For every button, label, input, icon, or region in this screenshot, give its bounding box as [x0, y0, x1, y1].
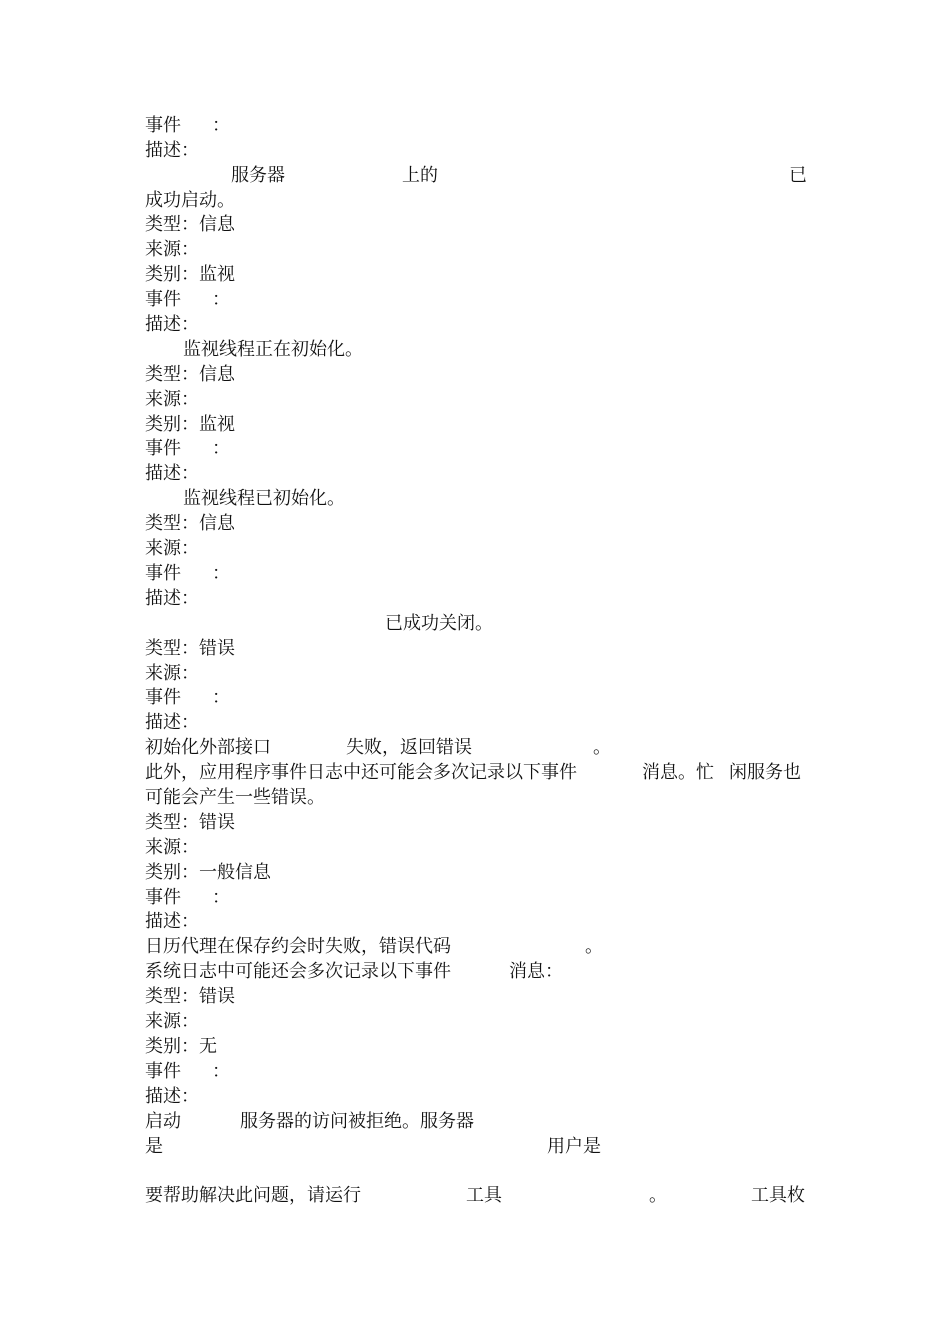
text-line: 成功启动。: [145, 190, 235, 211]
text-fragment: 系统日志中可能还会多次记录以下事件: [145, 961, 451, 982]
event-label: 事件: [145, 289, 181, 310]
colon: ：: [212, 289, 230, 310]
type-line: 类型：错误: [145, 812, 235, 833]
text-fragment: 初始化外部接口: [145, 737, 271, 758]
event-label: 事件: [145, 438, 181, 459]
text-fragment: 。: [593, 737, 611, 758]
description-label: 描述：: [145, 314, 199, 335]
text-fragment: 上的: [402, 165, 438, 186]
source-line: 来源：: [145, 239, 199, 260]
description-label: 描述：: [145, 911, 199, 932]
source-line: 来源：: [145, 389, 199, 410]
type-line: 类型：信息: [145, 214, 235, 235]
type-line: 类型：信息: [145, 513, 235, 534]
text-line: 监视线程已初始化。: [183, 488, 345, 509]
text-fragment: 服务器: [231, 165, 285, 186]
type-line: 类型：信息: [145, 364, 235, 385]
event-label: 事件: [145, 687, 181, 708]
text-fragment: 日历代理在保存约会时失败，错误代码: [145, 936, 451, 957]
text-fragment: 已: [789, 165, 807, 186]
colon: ：: [212, 687, 230, 708]
text-fragment: 工具: [466, 1185, 502, 1206]
text-fragment: 。: [585, 936, 603, 957]
text-fragment: 用户是: [547, 1136, 601, 1157]
text-fragment: 闲服务也: [729, 762, 801, 783]
colon: ：: [212, 115, 230, 136]
colon: ：: [212, 563, 230, 584]
text-fragment: 失败，返回错误: [346, 737, 472, 758]
colon: ：: [212, 438, 230, 459]
event-label: 事件: [145, 563, 181, 584]
text-fragment: 工具枚: [751, 1185, 805, 1206]
category-line: 类别：一般信息: [145, 862, 271, 883]
text-fragment: 消息：: [509, 961, 563, 982]
category-line: 类别：无: [145, 1036, 217, 1057]
text-fragment: 是: [145, 1136, 163, 1157]
type-line: 类型：错误: [145, 638, 235, 659]
source-line: 来源：: [145, 538, 199, 559]
description-label: 描述：: [145, 140, 199, 161]
source-line: 来源：: [145, 663, 199, 684]
event-label: 事件: [145, 1061, 181, 1082]
type-line: 类型：错误: [145, 986, 235, 1007]
source-line: 来源：: [145, 1011, 199, 1032]
description-label: 描述：: [145, 1086, 199, 1107]
text-fragment: 启动: [145, 1111, 181, 1132]
description-label: 描述：: [145, 712, 199, 733]
colon: ：: [212, 887, 230, 908]
event-label: 事件: [145, 887, 181, 908]
text-line: 监视线程正在初始化。: [183, 339, 363, 360]
text-fragment: 服务器的访问被拒绝。服务器: [240, 1111, 474, 1132]
source-line: 来源：: [145, 837, 199, 858]
colon: ：: [212, 1061, 230, 1082]
category-line: 类别：监视: [145, 414, 235, 435]
category-line: 类别：监视: [145, 264, 235, 285]
description-label: 描述：: [145, 463, 199, 484]
text-fragment: 。: [649, 1185, 667, 1206]
event-label: 事件: [145, 115, 181, 136]
text-line: 可能会产生一些错误。: [145, 787, 325, 808]
text-fragment: 要帮助解决此问题，请运行: [145, 1185, 361, 1206]
text-line: 已成功关闭。: [385, 613, 493, 634]
text-fragment: 消息。忙: [642, 762, 714, 783]
text-fragment: 此外，应用程序事件日志中还可能会多次记录以下事件: [145, 762, 577, 783]
description-label: 描述：: [145, 588, 199, 609]
